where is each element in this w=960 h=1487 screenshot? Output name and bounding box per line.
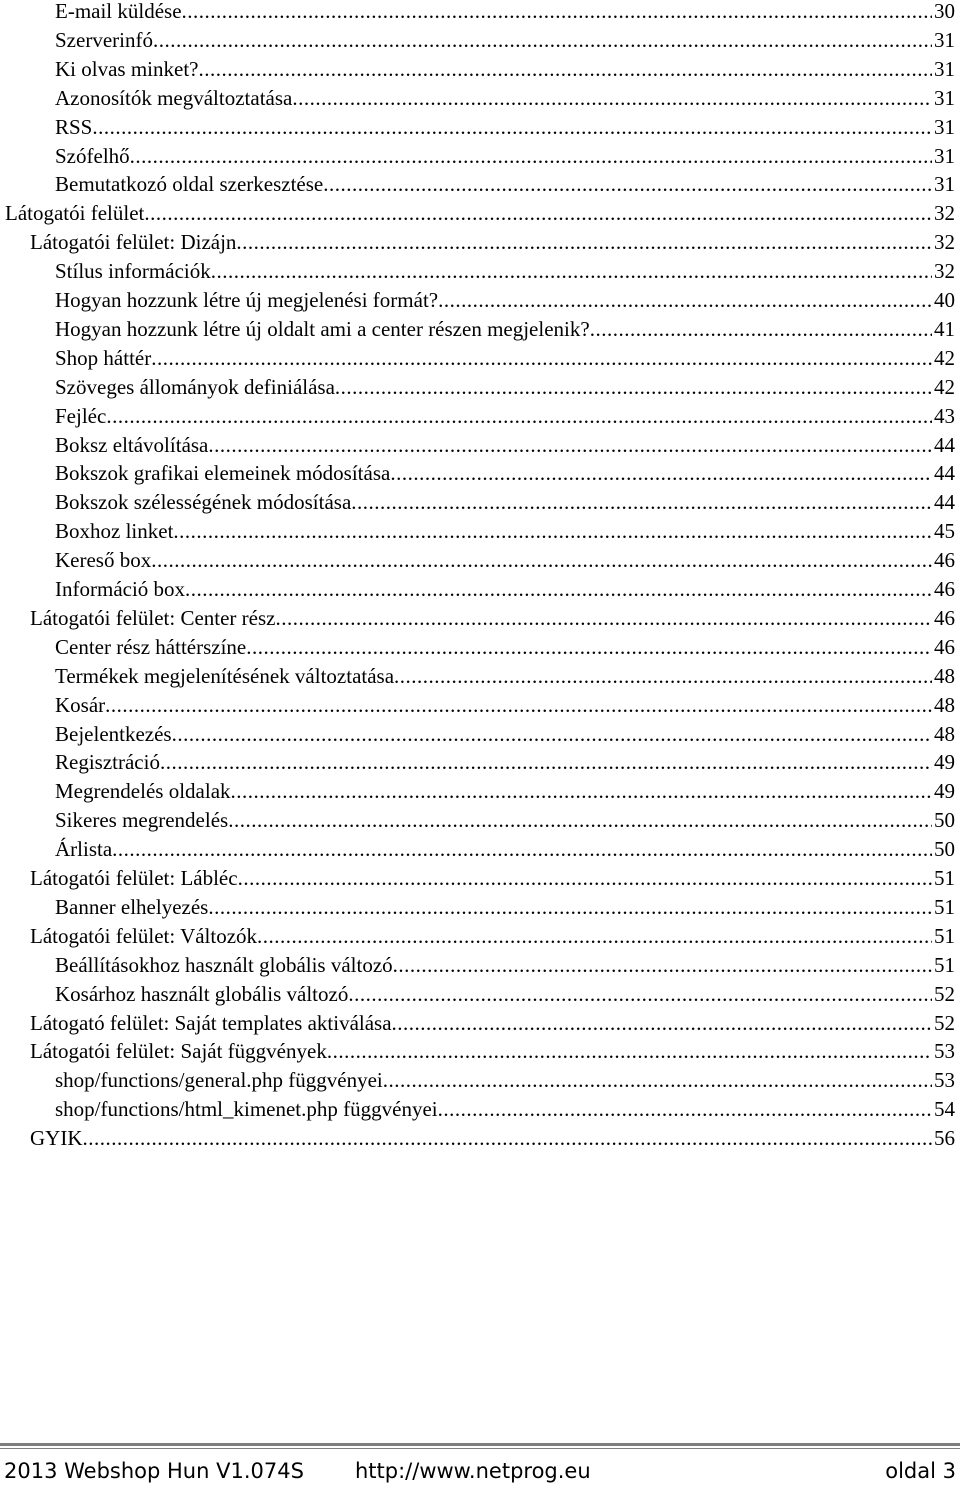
toc-entry[interactable] bbox=[55, 488, 955, 517]
toc-entry[interactable] bbox=[55, 517, 955, 546]
toc-entry-page: 53 bbox=[934, 1039, 955, 1064]
toc-entry[interactable] bbox=[55, 575, 955, 604]
toc-entry-page: 46 bbox=[934, 634, 955, 659]
toc-dot-leader bbox=[106, 402, 932, 431]
toc-entry[interactable] bbox=[55, 720, 955, 749]
toc-dot-leader bbox=[208, 431, 932, 460]
toc-entry-title: Árlista bbox=[55, 837, 113, 862]
toc-dot-leader bbox=[327, 1037, 932, 1066]
toc-entry[interactable] bbox=[55, 806, 955, 835]
toc-entry[interactable] bbox=[55, 55, 955, 84]
toc-entry[interactable] bbox=[55, 0, 955, 26]
toc-dot-leader bbox=[185, 575, 932, 604]
toc-entry[interactable] bbox=[30, 922, 955, 951]
toc-entry-page: 32 bbox=[934, 230, 955, 255]
toc-entry[interactable] bbox=[55, 951, 955, 980]
toc-entry-title: Bokszok grafikai elemeinek módosítása bbox=[55, 461, 391, 486]
toc-entry-title: Sikeres megrendelés bbox=[55, 808, 229, 833]
toc-entry[interactable] bbox=[30, 1009, 955, 1038]
toc-entry-page: 31 bbox=[934, 56, 955, 81]
toc-dot-leader bbox=[438, 1095, 932, 1124]
toc-entry[interactable] bbox=[55, 26, 955, 55]
toc-dot-leader bbox=[238, 864, 932, 893]
toc-dot-leader bbox=[393, 951, 932, 980]
toc-entry[interactable] bbox=[55, 546, 955, 575]
toc-entry[interactable] bbox=[55, 980, 955, 1009]
toc-entry-title: Azonosítók megváltoztatása bbox=[55, 85, 293, 110]
toc-dot-leader bbox=[590, 315, 932, 344]
toc-entry[interactable] bbox=[55, 170, 955, 199]
toc-entry-page: 50 bbox=[934, 837, 955, 862]
toc-dot-leader bbox=[92, 113, 932, 142]
footer-divider-thin bbox=[0, 1448, 960, 1449]
toc-entry-title: Shop háttér bbox=[55, 345, 152, 370]
toc-entry[interactable] bbox=[55, 459, 955, 488]
toc-entry[interactable] bbox=[55, 286, 955, 315]
toc-dot-leader bbox=[228, 806, 932, 835]
toc-entry[interactable] bbox=[55, 1066, 955, 1095]
toc-dot-leader bbox=[83, 1124, 933, 1153]
toc-entry-title: Látogatói felület: Center rész bbox=[30, 605, 276, 630]
toc-entry[interactable] bbox=[55, 257, 955, 286]
toc-dot-leader bbox=[160, 748, 932, 777]
toc-entry-page: 54 bbox=[934, 1097, 955, 1122]
toc-dot-leader bbox=[172, 720, 932, 749]
toc-entry-page: 46 bbox=[934, 605, 955, 630]
toc-entry-title: Kosárhoz használt globális változó bbox=[55, 981, 349, 1006]
toc-entry[interactable] bbox=[30, 604, 955, 633]
toc-entry-title: Szerverinfó bbox=[55, 27, 153, 52]
toc-dot-leader bbox=[198, 55, 932, 84]
toc-dot-leader bbox=[292, 84, 932, 113]
toc-entry-title: RSS bbox=[55, 114, 93, 139]
toc-entry-page: 44 bbox=[934, 490, 955, 515]
toc-entry-title: Center rész háttérszíne bbox=[55, 634, 247, 659]
footer-divider bbox=[0, 1443, 960, 1446]
page-footer bbox=[0, 1455, 960, 1487]
toc-entry[interactable] bbox=[55, 113, 955, 142]
toc-entry-page: 48 bbox=[934, 721, 955, 746]
toc-entry-page: 49 bbox=[934, 750, 955, 775]
toc-dot-leader bbox=[144, 199, 932, 228]
toc-entry-title: Szöveges állományok definiálása bbox=[55, 374, 335, 399]
toc-dot-leader bbox=[383, 1066, 932, 1095]
toc-entry-page: 43 bbox=[934, 403, 955, 428]
toc-entry-page: 49 bbox=[934, 779, 955, 804]
toc-entry-page: 48 bbox=[934, 692, 955, 717]
toc-entry-title: Hogyan hozzunk létre új megjelenési formát? bbox=[55, 288, 439, 312]
toc-entry-page: 32 bbox=[934, 201, 955, 226]
toc-dot-leader bbox=[105, 691, 932, 720]
toc-entry[interactable] bbox=[30, 1124, 955, 1153]
toc-entry-page: 51 bbox=[934, 952, 955, 977]
toc-entry-page: 42 bbox=[934, 374, 955, 399]
toc-entry-title: Bejelentkezés bbox=[55, 721, 172, 746]
toc-entry-title: Látogató felület: Saját templates aktiválása bbox=[30, 1010, 392, 1035]
toc-entry-page: 31 bbox=[934, 85, 955, 110]
toc-entry-title: Látogatói felület bbox=[5, 201, 145, 226]
toc-entry-page: 53 bbox=[934, 1068, 955, 1093]
toc-dot-leader bbox=[231, 777, 932, 806]
toc-entry-title: Látogatói felület: Dizájn bbox=[30, 230, 237, 255]
toc-entry[interactable] bbox=[30, 864, 955, 893]
toc-dot-leader bbox=[257, 922, 932, 951]
toc-entry-title: Bokszok szélességének módosítása bbox=[55, 490, 352, 515]
toc-entry-title: Termékek megjelenítésének változtatása bbox=[55, 663, 395, 688]
toc-entry-page: 56 bbox=[934, 1126, 955, 1151]
toc-entry[interactable] bbox=[55, 893, 955, 922]
toc-entry-page: 31 bbox=[934, 143, 955, 168]
toc-entry-page: 41 bbox=[934, 316, 955, 341]
toc-entry[interactable] bbox=[55, 344, 955, 373]
toc-dot-leader bbox=[275, 604, 932, 633]
toc-entry[interactable] bbox=[55, 748, 955, 777]
toc-entry-page: 48 bbox=[934, 663, 955, 688]
toc-entry-page: 40 bbox=[934, 288, 955, 312]
toc-entry[interactable] bbox=[55, 373, 955, 402]
toc-dot-leader bbox=[348, 980, 932, 1009]
toc-entry-title: Ki olvas minket? bbox=[55, 56, 199, 81]
toc-entry-page: 51 bbox=[934, 923, 955, 948]
toc-dot-leader bbox=[173, 517, 932, 546]
toc-dot-leader bbox=[236, 228, 932, 257]
toc-entry-title: Kereső box bbox=[55, 548, 152, 573]
toc-dot-leader bbox=[351, 488, 932, 517]
toc-entry[interactable] bbox=[55, 633, 955, 662]
toc-entry-title: shop/functions/html_kimenet.php függvényei bbox=[55, 1097, 438, 1122]
toc-entry-page: 31 bbox=[934, 27, 955, 52]
toc-entry-title: Boxhoz linket bbox=[55, 519, 174, 544]
toc-dot-leader bbox=[151, 344, 932, 373]
toc-dot-leader bbox=[130, 142, 932, 171]
footer-version: 2013 Webshop Hun V1.074S bbox=[4, 1459, 304, 1483]
toc-entry-page: 51 bbox=[934, 866, 955, 890]
toc-entry-title: Megrendelés oldalak bbox=[55, 779, 231, 804]
toc-entry[interactable] bbox=[55, 402, 955, 431]
toc-entry-page: 44 bbox=[934, 461, 955, 486]
toc-entry-title: E-mail küldése bbox=[55, 0, 182, 23]
toc-dot-leader bbox=[211, 257, 932, 286]
toc-entry-title: GYIK bbox=[30, 1126, 83, 1151]
toc-dot-leader bbox=[323, 170, 932, 199]
toc-entry-title: Boksz eltávolítása bbox=[55, 432, 209, 457]
toc-entry[interactable] bbox=[55, 84, 955, 113]
toc-dot-leader bbox=[392, 1009, 932, 1038]
toc-entry-page: 31 bbox=[934, 172, 955, 197]
toc-entry-title: Banner elhelyezés bbox=[55, 894, 209, 919]
footer-url: http://www.netprog.eu bbox=[355, 1459, 591, 1483]
toc-entry[interactable] bbox=[5, 199, 955, 228]
toc-entry-title: shop/functions/general.php függvényei bbox=[55, 1068, 383, 1093]
toc-entry-title: Hogyan hozzunk létre új oldalt ami a center részen megjelenik? bbox=[55, 316, 590, 341]
toc-entry-title: Látogatói felület: Saját függvények bbox=[30, 1039, 327, 1064]
toc-entry-page: 52 bbox=[934, 981, 955, 1006]
footer-page-number: oldal 3 bbox=[885, 1459, 956, 1483]
toc-entry-title: Regisztráció bbox=[55, 750, 160, 775]
toc-entry[interactable] bbox=[30, 228, 955, 257]
toc-dot-leader bbox=[208, 893, 932, 922]
toc-entry[interactable] bbox=[55, 142, 955, 171]
toc-entry-title: Beállításokhoz használt globális változó bbox=[55, 952, 393, 977]
toc-dot-leader bbox=[182, 0, 932, 26]
toc-dot-leader bbox=[438, 286, 932, 315]
toc-dot-leader bbox=[390, 459, 932, 488]
toc-entry-page: 30 bbox=[934, 0, 955, 23]
toc-entry[interactable] bbox=[55, 662, 955, 691]
toc-entry-page: 46 bbox=[934, 577, 955, 601]
toc-dot-leader bbox=[112, 835, 932, 864]
toc-entry-title: Fejléc bbox=[55, 403, 107, 428]
toc-entry[interactable] bbox=[55, 315, 955, 344]
toc-entry-page: 51 bbox=[934, 894, 955, 919]
toc-entry-title: Kosár bbox=[55, 692, 106, 717]
toc-entry[interactable] bbox=[30, 1037, 955, 1066]
toc-entry-page: 45 bbox=[934, 519, 955, 544]
toc-entry-title: Szófelhő bbox=[55, 143, 130, 168]
toc-entry[interactable] bbox=[55, 777, 955, 806]
toc-entry[interactable] bbox=[55, 691, 955, 720]
toc-dot-leader bbox=[151, 546, 932, 575]
toc-dot-leader bbox=[153, 26, 932, 55]
toc-entry[interactable] bbox=[55, 1095, 955, 1124]
toc-entry-page: 46 bbox=[934, 548, 955, 573]
toc-dot-leader bbox=[246, 633, 932, 662]
toc-entry-title: Stílus információk bbox=[55, 259, 211, 284]
toc-entry-title: Bemutatkozó oldal szerkesztése bbox=[55, 172, 324, 197]
toc-entry-page: 31 bbox=[934, 114, 955, 139]
toc-dot-leader bbox=[394, 662, 932, 691]
toc-entry-title: Látogatói felület: Változók bbox=[30, 923, 258, 948]
toc-entry-page: 50 bbox=[934, 808, 955, 833]
toc-entry-title: Látogatói felület: Lábléc bbox=[30, 866, 238, 890]
toc-entry-page: 52 bbox=[934, 1010, 955, 1035]
toc-entry[interactable] bbox=[55, 431, 955, 460]
toc-entry[interactable] bbox=[55, 835, 955, 864]
toc-entry-page: 44 bbox=[934, 432, 955, 457]
toc-dot-leader bbox=[335, 373, 932, 402]
toc-entry-page: 32 bbox=[934, 259, 955, 284]
toc-entry-page: 42 bbox=[934, 345, 955, 370]
toc-entry-title: Információ box bbox=[55, 577, 186, 601]
